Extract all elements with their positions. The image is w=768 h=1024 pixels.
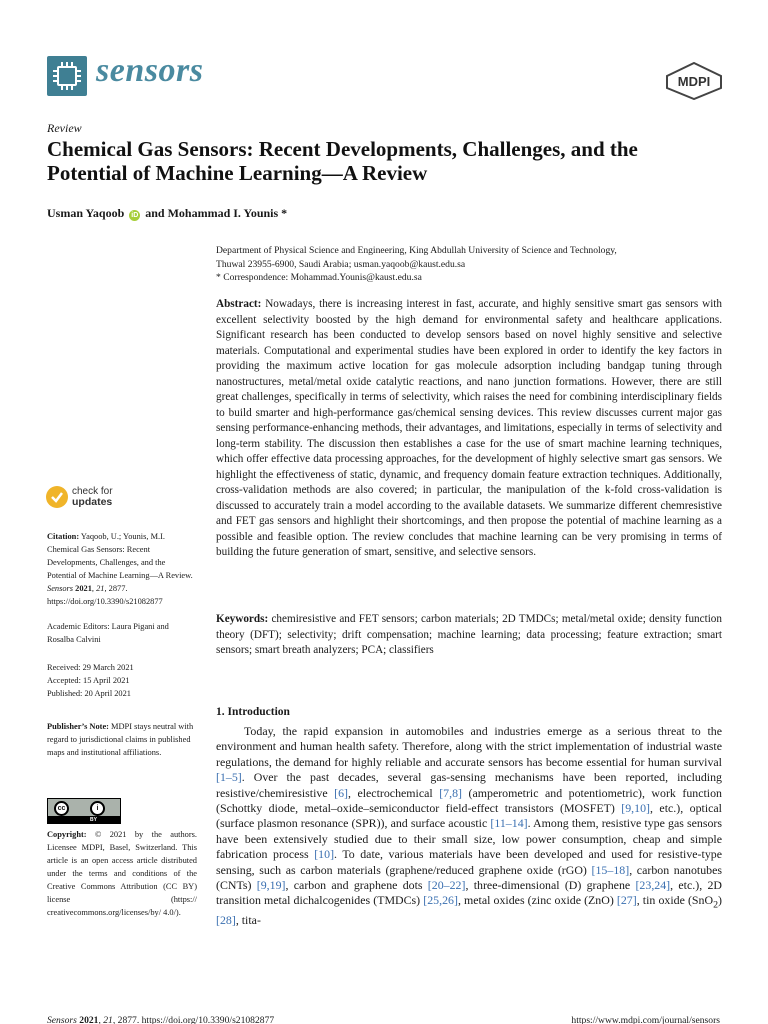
reference-link[interactable]: [20–22]	[427, 878, 466, 893]
reference-link[interactable]: [7,8]	[439, 785, 463, 800]
reference-link[interactable]: [15–18]	[591, 862, 630, 877]
journal-name[interactable]: sensors	[96, 52, 204, 89]
published-date: Published: 20 April 2021	[47, 689, 131, 698]
academic-editors: Academic Editors: Laura Pigani and Rosalba Calvini	[47, 622, 169, 644]
mdpi-logo-icon[interactable]	[664, 62, 724, 100]
citation-doi-link[interactable]: https://doi.org/10.3390/s21082877	[47, 597, 163, 606]
reference-link[interactable]: [9,10]	[621, 801, 651, 816]
cc-icon: cc	[54, 801, 69, 816]
reference-link[interactable]: [1–5]	[216, 770, 242, 785]
publisher-note: Publisher’s Note: MDPI stays neutral with regard to jurisdictional claims in published maps and institutional affiliations.	[47, 722, 194, 757]
body-paragraph: Today, the rapid expansion in automobiles and industries emerge as a serious threat to the environment and human health safety. Therefore, along with the strict implementation of industrial waste regulations, the demand for highly reliable and accurate sensors has become essential for human survival [1–5]. Over the past decades, several gas-sensing mechanisms have been reported, including resistive/chemiresistive [6], electrochemical [7,8] (amperometric and potentiometric), work function (Schottky diode, metal–oxide–semiconductor field-effect transistors (MOSFET) [9,10], etc.), optical (surface plasmon resonance (SPR)), and surface acoustic [11–14]. Among them, resistive type gas sensors have been extensively studied due to their small size, low power consumption, cheap and simple fabrication process [10]. To date, various materials have been developed and used for resistive-type sensing, such as carbon materials (graphene/reduced graphene oxide (rGO) [15–18], carbon nanotubes (CNTs) [9,19], carbon and graphene dots [20–22], three-dimensional (D) graphene [23,24], etc.), 2D transition metal dichalcogenides (TMDCs) [25,26], metal oxides (zinc oxide (ZnO) [27], tin oxide (SnO$_2$) [28], tita-	[216, 724, 723, 928]
copyright-notice: Copyright: © 2021 by the authors. Licensee MDPI, Basel, Switzerland. This article is an open access article distributed under the terms and conditions of the Creative Commons Attribution (CC BY) license (https:// creativecommons.org/licenses/by/ 4.0/).	[47, 830, 198, 917]
abstract	[216, 297, 722, 561]
article-title: Chemical Gas Sensors: Recent Developments, Challenges, and the Potential of Machine Learning—A Review	[47, 137, 638, 185]
affiliation: Department of Physical Science and Engineering, King Abdullah University of Science and Technology, Thuwal 23955-6900, Saudi Arabia; usman.yaqoob@kaust.edu.sa * Correspondence: Mohammad.Younis@kaust.edu.sa	[216, 244, 716, 285]
reference-link[interactable]: [9,19]	[256, 878, 286, 893]
correspondence: * Correspondence: Mohammad.Younis@kaust.edu.sa	[216, 272, 422, 283]
author-name[interactable]: and Mohammad I. Younis *	[145, 206, 288, 220]
abstract-label: Abstract:	[216, 298, 262, 310]
footer-journal-url[interactable]: https://www.mdpi.com/journal/sensors	[571, 1015, 720, 1024]
abstract-text: Nowadays, there is increasing interest in fast, accurate, and highly sensitive smart gas sensors with excellent selectivity boosted by the high demand for environmental safety and healthcare applications. Significant research has been conducted to develop sensors based on novel highly sensitive and selective materials. Computational and experimental studies have been explored in order to identify the key factors in providing the maximum active location for gas molecule adsorption including bandgap tuning through nanostructures, metal/metal oxide catalytic reactions, and nano junction formations. However, there are still great challenges, specifically in terms of selectivity, which raises the need for combining interdisciplinary fields to build smarter and high-performance gas/chemical sensing devices. This review discusses current major gas sensing performance-enhancing methods, their advantages, and limitations, especially in terms of selectivity and long-term stability. The discussion then establishes a case for the use of smart machine learning techniques, which offer effective data processing approaches, for the development of highly selective smart gas sensors. We highlight the effectiveness of static, dynamic, and frequency domain feature extraction techniques. Additionally, cross-validation methods are also covered; in particular, the manipulation of the k-fold cross-validation is discussed to accurately train a model according to the available datasets. We summarize different chemresistive and FET gas sensors and highlight their shortcomings, and then propose the potential of machine learning as a possible and feasible option. The review concludes that machine learning can be very promising in terms of building the future generation of smart, sensitive, and selective sensors.	[216, 298, 723, 558]
reference-link[interactable]: [27]	[616, 893, 637, 908]
publication-dates	[47, 661, 197, 700]
cc-by-license-badge[interactable]: cc i BY	[47, 798, 121, 824]
reference-link[interactable]: [23,24]	[635, 878, 671, 893]
article-type: Review	[47, 121, 82, 135]
check-for-updates-button[interactable]: check for updates	[46, 484, 166, 518]
accepted-date: Accepted: 15 April 2021	[47, 676, 130, 685]
attribution-icon: i	[90, 801, 105, 816]
keywords-text: chemiresistive and FET sensors; carbon materials; 2D TMDCs; metal/metal oxide; density function theory (DFT); selectivity; drift compensation; machine learning; data processing; feature extraction; smart sensors; smart breath analyzers; PCA; classifiers	[216, 613, 722, 656]
reference-link[interactable]: [28]	[216, 913, 236, 928]
orcid-icon[interactable]: iD	[131, 212, 139, 219]
citation: Citation: Yaqoob, U.; Younis, M.I. Chemical Gas Sensors: Recent Developments, Challenges, and the Potential of Machine Learning—A Review. Sensors 2021, 21, 2877. https://doi.org/10.3390/s21082877	[47, 532, 193, 606]
reference-link[interactable]: [10]	[314, 847, 335, 862]
received-date: Received: 29 March 2021	[47, 663, 134, 672]
checkmark-icon	[46, 486, 68, 508]
reference-link[interactable]: [6]	[334, 785, 348, 800]
reference-link[interactable]: [25,26]	[423, 893, 458, 908]
keywords	[216, 612, 722, 659]
author-list	[47, 206, 287, 221]
keywords-label: Keywords:	[216, 613, 269, 625]
section-heading: 1. Introduction	[216, 706, 290, 718]
svg-text:MDPI: MDPI	[677, 74, 711, 89]
reference-link[interactable]: [11–14]	[490, 816, 528, 831]
footer-citation: Sensors 2021, 21, 2877. https://doi.org/10.3390/s21082877	[47, 1015, 275, 1024]
author-name[interactable]: Usman Yaqoob	[47, 206, 125, 220]
journal-logo-icon	[47, 56, 87, 96]
